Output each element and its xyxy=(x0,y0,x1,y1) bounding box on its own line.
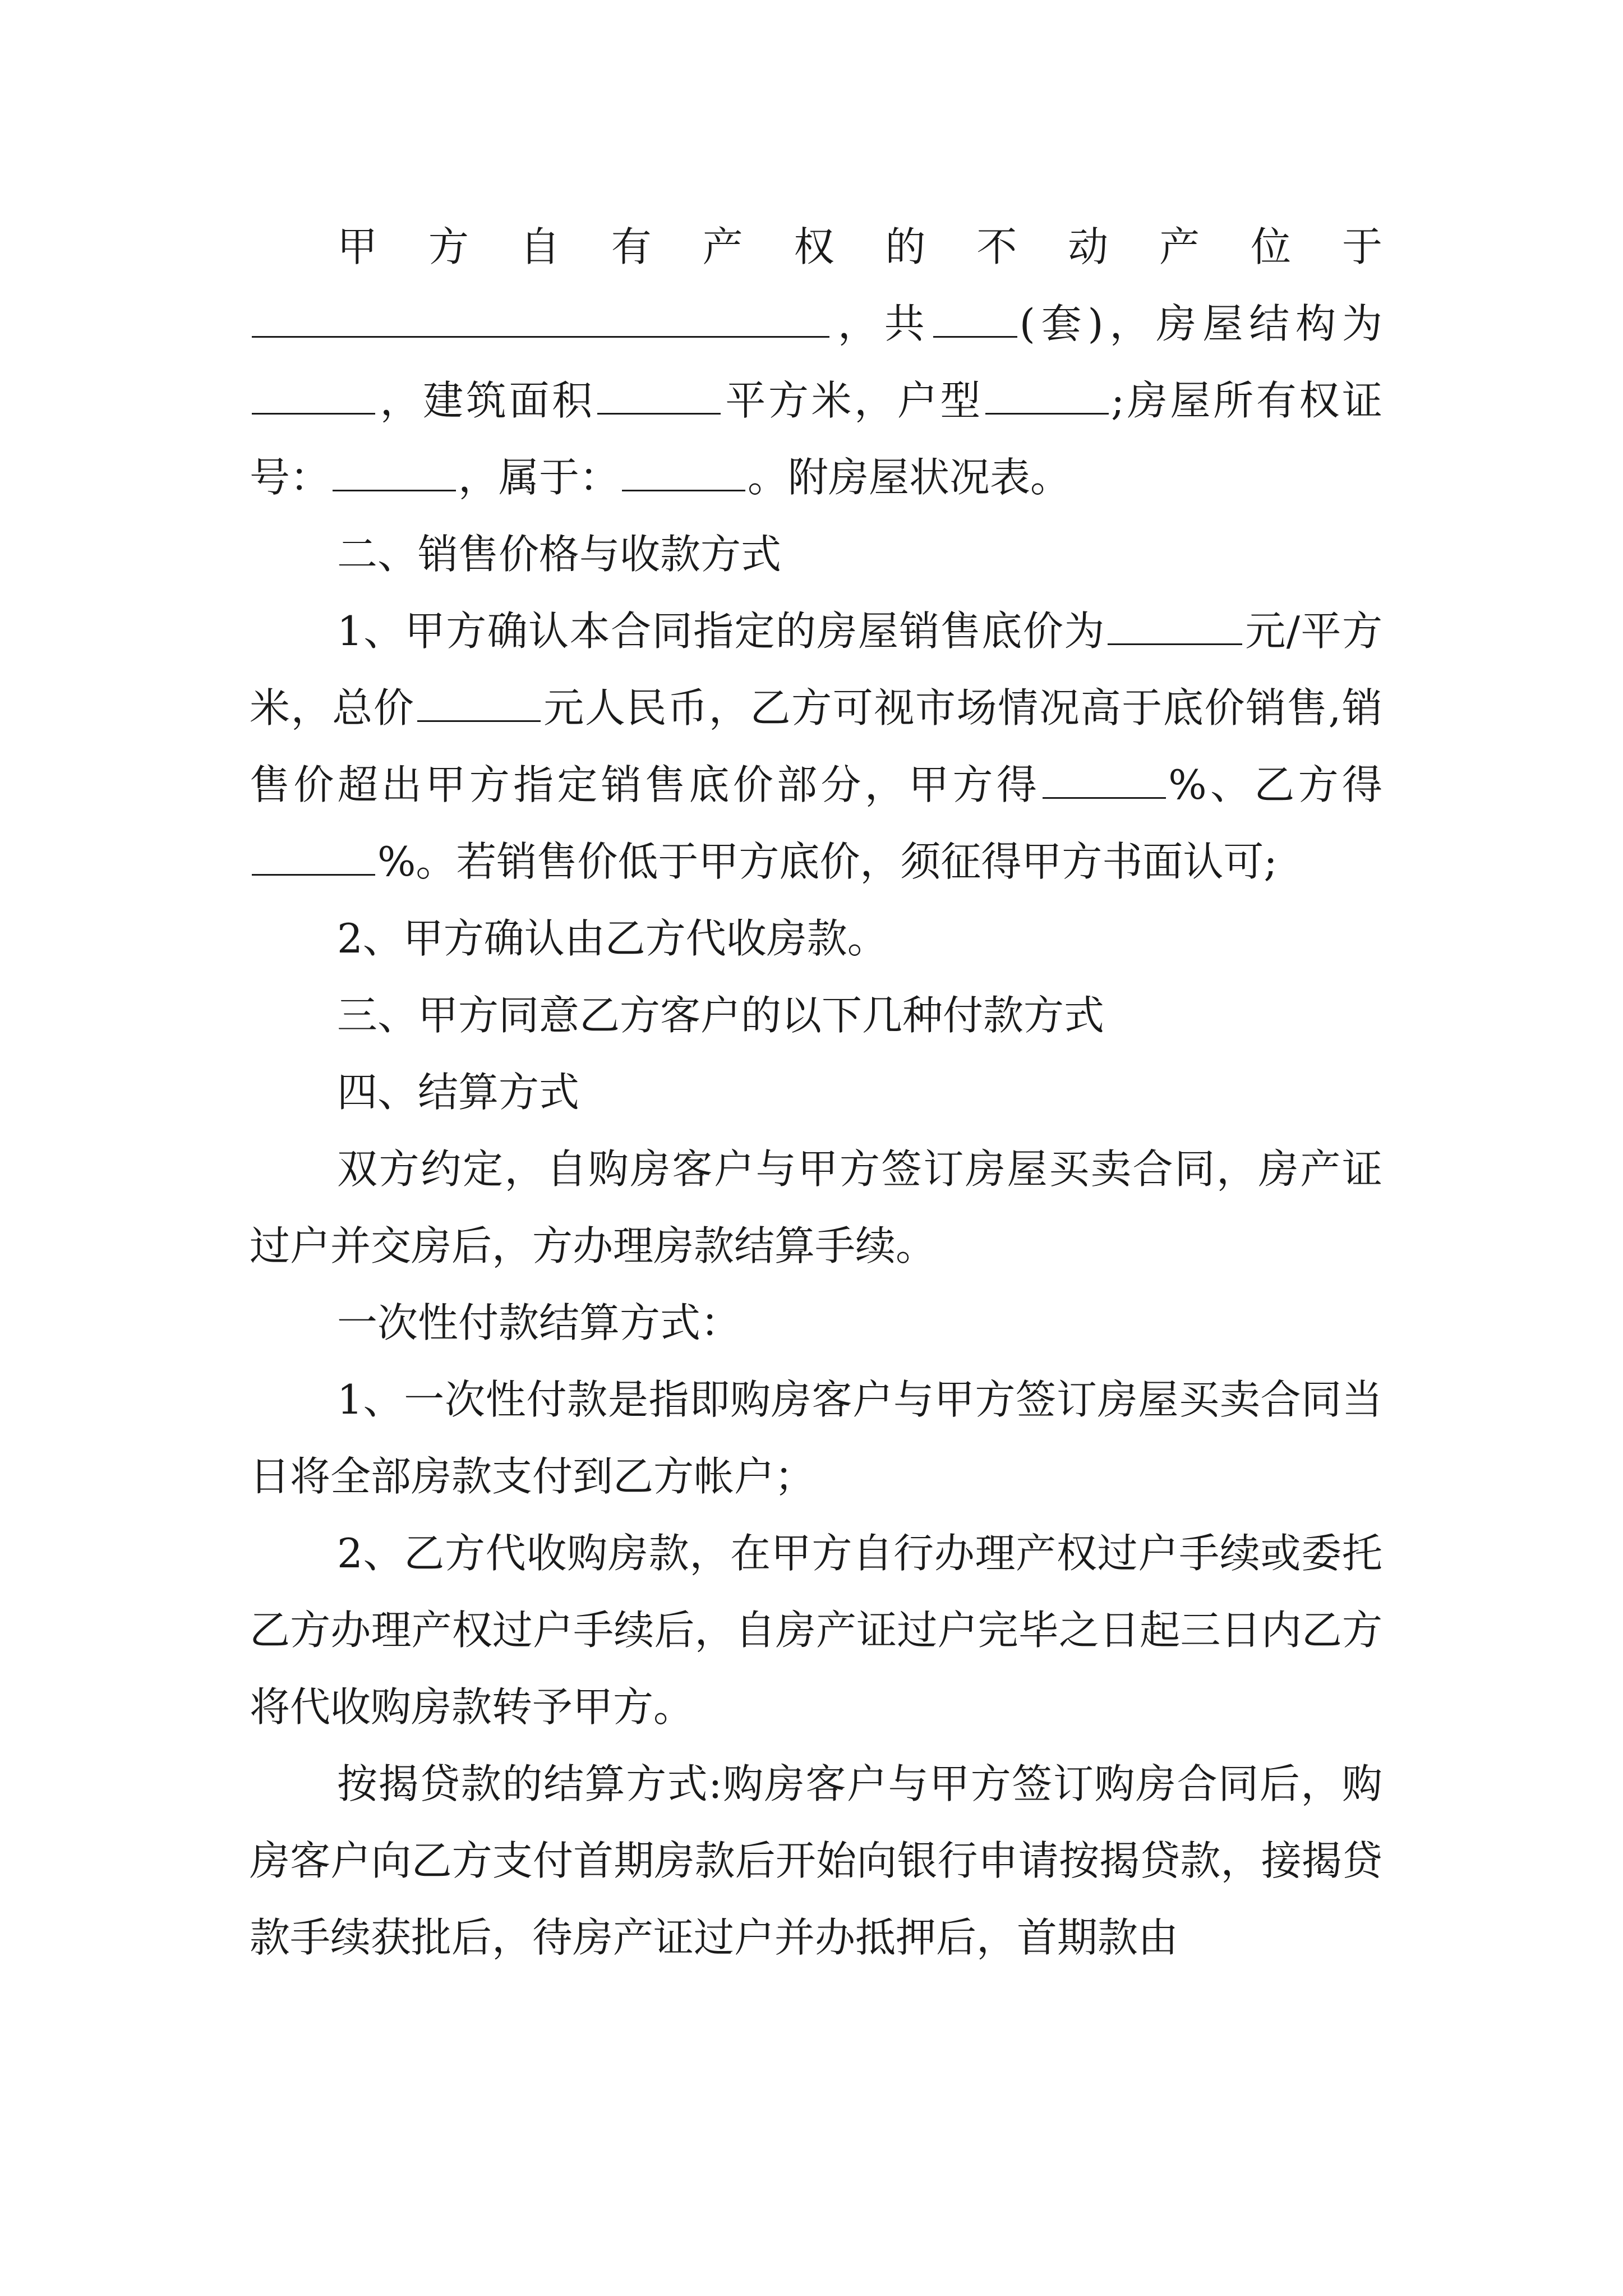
property-location-line xyxy=(250,209,1382,286)
section-heading-settlement: 四、结算方式 xyxy=(337,1069,580,1116)
price-paragraph xyxy=(250,593,1382,900)
party-a-share-blank xyxy=(1043,759,1166,799)
total-price-label: 元/平方米，总价 xyxy=(250,608,1383,731)
layout-label: 平方米，户型 xyxy=(722,377,984,424)
base-price-label: 1、甲方确认本合同指定的房屋销售底价为 xyxy=(337,608,1105,655)
collection-paragraph: 2、甲方确认由乙方代收房款。 xyxy=(337,915,888,962)
property-details-paragraph xyxy=(250,286,1382,516)
owner-label: ，属于： xyxy=(458,454,620,501)
units-blank xyxy=(933,298,1017,338)
contract-body xyxy=(250,209,1382,1976)
structure-label: (套)，房屋结构为 xyxy=(1019,300,1382,347)
certificate-blank xyxy=(333,452,456,491)
area-label: ，建筑面积 xyxy=(377,377,595,424)
layout-blank xyxy=(985,375,1109,415)
certificate-label: ;房屋所有权证号： xyxy=(250,377,1382,501)
total-price-blank xyxy=(417,682,541,722)
base-price-blank xyxy=(1108,605,1242,645)
section-heading-price: 二、销售价格与收款方式 xyxy=(337,531,782,578)
lump-sum-item-2: 2、乙方代收购房款，在甲方自行办理产权过户手续或委托乙方办理产权过户手续后，自房产证过户完毕之日起三日内乙方将代收购房款转予甲方。 xyxy=(250,1530,1382,1731)
lump-sum-heading: 一次性付款结算方式： xyxy=(337,1299,741,1346)
structure-blank xyxy=(252,375,375,415)
party-b-share-label: %、乙方得 xyxy=(1168,761,1382,808)
lump-sum-item-1: 1、一次性付款是指即购房客户与甲方签订房屋买卖合同当日将全部房款支付到乙方帐户； xyxy=(250,1376,1382,1500)
party-a-share-label: 元人民币，乙方可视市场情况高于底价销售,销售价超出甲方指定销售底价部分，甲方得 xyxy=(250,684,1382,808)
settlement-agreement-paragraph: 双方约定，自购房客户与甲方签订房屋买卖合同，房产证过户并交房后，方办理房款结算手续。 xyxy=(250,1145,1382,1269)
party-b-share-blank xyxy=(252,836,375,876)
area-blank xyxy=(597,375,721,415)
units-label: ，共 xyxy=(832,300,931,347)
price-condition-text: %。若销售价低于甲方底价，须征得甲方书面认可; xyxy=(377,838,1278,885)
location-blank xyxy=(252,298,829,338)
attachment-note: 。附房屋状况表。 xyxy=(748,454,1071,501)
property-location-text: 甲方自有产权的不动产位于 xyxy=(337,223,1382,270)
section-heading-payment: 三、甲方同意乙方客户的以下几种付款方式 xyxy=(337,992,1105,1039)
mortgage-paragraph: 按揭贷款的结算方式:购房客户与甲方签订购房合同后，购房客户向乙方支付首期房款后开始向银行申请按揭贷款，接揭贷款手续获批后，待房产证过户并办抵押后，首期款由 xyxy=(250,1760,1382,1961)
owner-blank xyxy=(622,452,745,491)
